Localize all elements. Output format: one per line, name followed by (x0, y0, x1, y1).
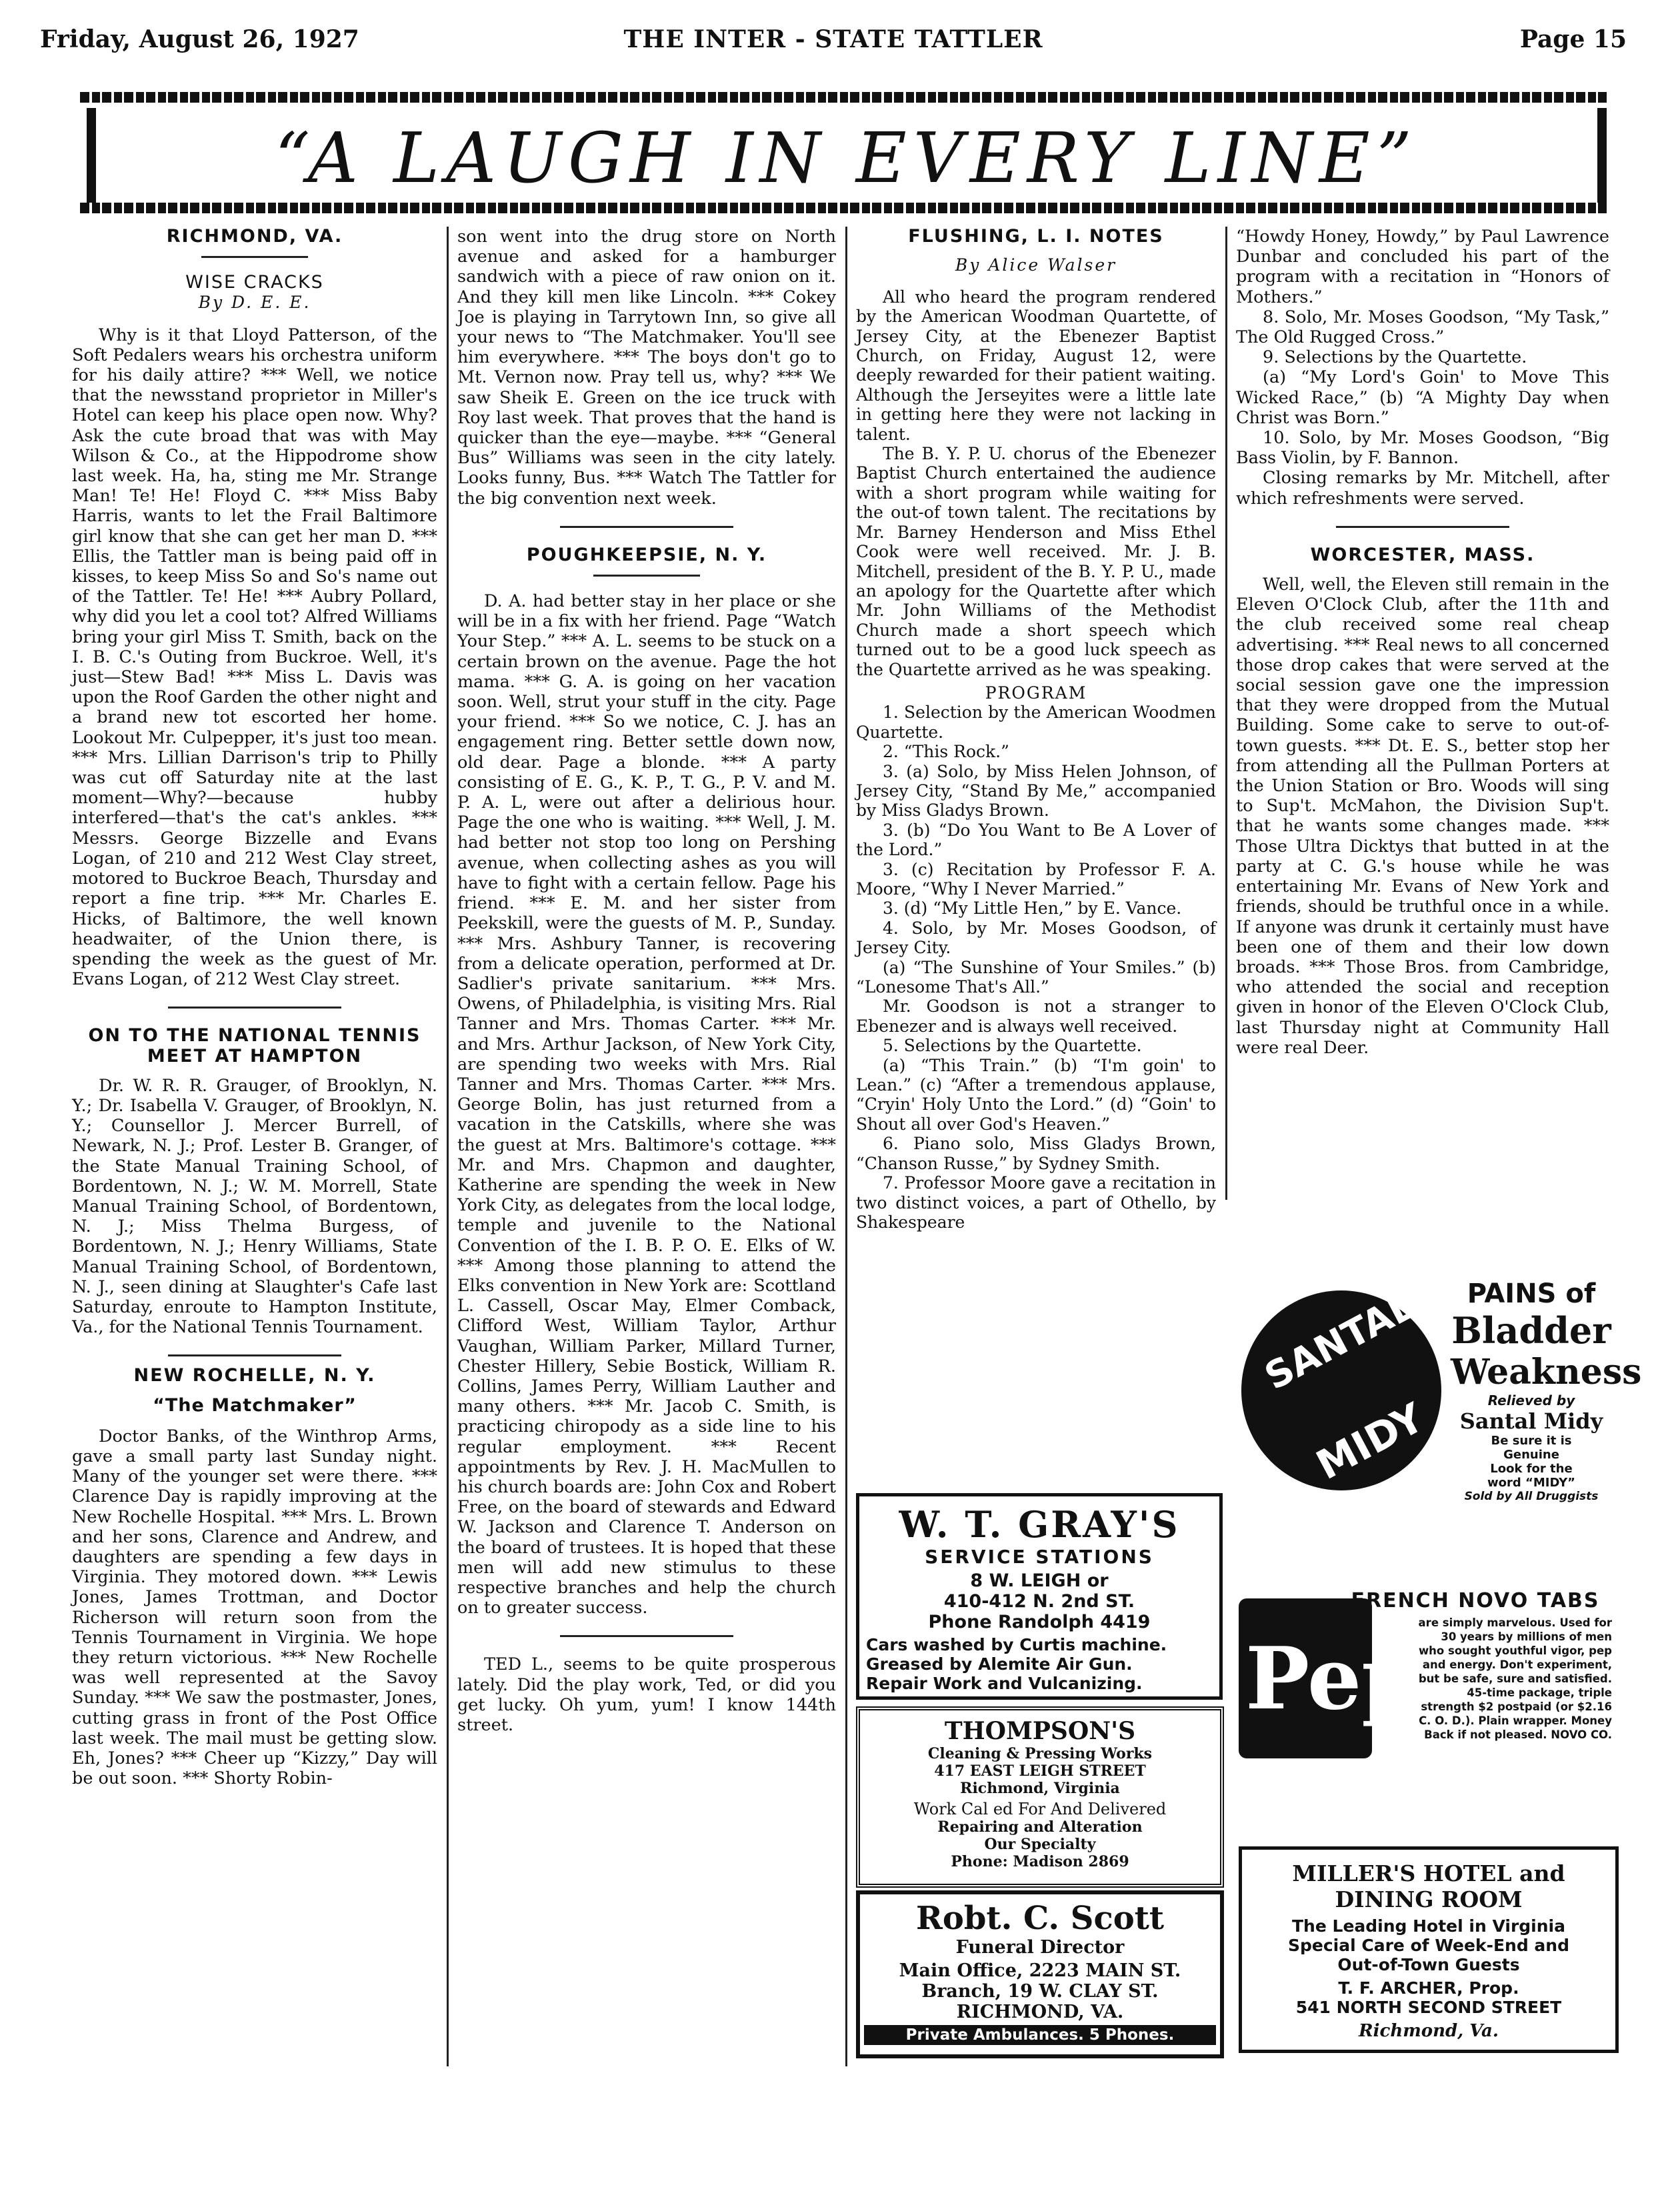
divider (560, 526, 733, 528)
program-item: 9. Selections by the Quartette. (1263, 347, 1527, 368)
program-item: Closing remarks by Mr. Mitchell, after which refreshments were served. (1236, 468, 1609, 509)
ad-line: 410-412 N. 2nd ST. (943, 1591, 1135, 1612)
column-3 (856, 227, 1216, 1232)
section-heading: RICHMOND, VA. (166, 226, 343, 247)
page-number: Page 15 (1519, 25, 1627, 53)
divider (593, 575, 700, 577)
program-item: 2. “This Rock.” (883, 742, 1009, 762)
section-heading: WORCESTER, MASS. (1310, 544, 1535, 565)
program-item: 4. Solo, by Mr. Moses Goodson, of Jersey City. (856, 918, 1216, 958)
banner-title: “A LAUGH IN EVERY LINE” (275, 117, 1419, 199)
program-heading: PROGRAM (985, 683, 1087, 703)
article-text: Dr. W. R. R. Grauger, of Brooklyn, N. Y.; Dr. Isabella V. Grauger, of Brooklyn, N. Y.; Counsellor J. Mercer Burrell, of Newark, N. J.; Prof. Lester B. Granger, of the State Manual Training School, of Bordentown, N. J.; W. M. Morrell, State Manual Training School, of Bordentown, N. J.; Miss Thelma Burgess, of Bordentown, N. J.; Henry Williams, State Manual Training School, of Bordentown, N. J., seen dining at Slaughter's Cafe last Saturday, enroute to Hampton Institute, Va., for the National Tennis Tournament. (72, 1075, 437, 1338)
ad-line: Look for the word “MIDY” (1487, 1462, 1575, 1490)
byline: By Alice Walser (955, 255, 1117, 275)
program-item: “Howdy Honey, Howdy,” by Paul Lawrence Dunbar and concluded his part of the program with a recitation in “Honors of Mothers.” (1236, 227, 1609, 307)
ad-thompsons (856, 1706, 1224, 1888)
section-heading: NEW ROCHELLE, N. Y. (133, 1365, 376, 1386)
midy-seal-text: SANTAL (1257, 1284, 1422, 1399)
masthead (40, 19, 1627, 59)
ad-line: Be sure it is Genuine (1491, 1434, 1572, 1462)
ad-santal-midy (1239, 1264, 1642, 1557)
column-rule (845, 227, 847, 2066)
program-item: 3. (c) Recitation by Professor F. A. Moore, “Why I Never Married.” (856, 859, 1216, 899)
column-title: WISE CRACKS (185, 272, 324, 293)
ad-line: 417 EAST LEIGH STREET (934, 1762, 1146, 1780)
column-rule (1225, 227, 1227, 1200)
paper-title: THE INTER - STATE TATTLER (623, 25, 1043, 53)
article-text: D. A. had better stay in her place or she will be in a fix with her friend. Page “Watch Your Step.” *** A. L. seems to be stuck on a certain brown on the avenue. Page the hot mama. *** G. A. is going on her vacation soon. Well, strut your stuff in the city. Page your friend. *** So we notice, C. J. has an engagement ring. Better settle down now, old dear. Page a blonde. *** A party consisting of E. G., K. P., T. G., P. V. and M. P. A. L, were out after a delirious hour. Page the one who is waiting. *** Well, J. M. had better not stop too long on Pershing avenue, when collecting ashes as you will have to fight with a certain fellow. Page his friend. *** E. M. and her sister from Peekskill, were the guests of M. P., Sunday. *** Mrs. Ashbury Tanner, is recovering from a delicate operation, performed at Dr. Sadlier's private sanitarium. *** Mrs. Owens, of Philadelphia, is visiting Mrs. Rial Tanner and Mrs. Thomas Carter. *** Mr. and Mrs. Arthur Jackson, of New York City, are spending two weeks with Mrs. Rial Tanner and Mrs. Thomas Carter. *** Mrs. George Bolin, has just returned from a vacation in the Catskills, where she was the guest at Mrs. Baltimore's cottage. *** Mr. and Mrs. Chapmon and daughter, Katherine are spending the week in New York City, as delegates from the local lodge, temple and juvenile to the National Convention of the I. B. P. O. E. Elks of W. *** Among those planning to attend the Elks convention in New York are: Scottland L. Cassell, Oscar May, Elmer Comback, Clifford West, William Taylor, Arthur Vaughan, William Parker, Millard Turner, Chester Hillery, Sebie Bostick, William R. Collins, James Perry, William Lauther and many others. *** Mr. Jacob C. Smith, is practicing chiropody as a side line to his regular employment. *** Recent appointments by Rev. J. H. MacMullen to his church boards are: John Cox and Robert Free, on the board of stewards and Edward W. Jackson and Clarence T. Anderson on the board of trustees. It is hoped that these men will add new stimulus to these respective branches and help the church on to greater success. (457, 591, 836, 1618)
ad-title: DINING ROOM (1335, 1886, 1523, 1912)
pep-logo: Pep! (1245, 1629, 1459, 1729)
column-title: “The Matchmaker” (153, 1394, 357, 1416)
ad-line: Our Specialty (984, 1836, 1096, 1853)
ad-line: Richmond, Va. (1359, 2021, 1499, 2041)
ad-line: Weakness (1451, 1352, 1642, 1392)
ad-title: FRENCH NOVO TABS (1351, 1589, 1600, 1612)
article-text: TED L., seems to be quite prosperous lately. Did the play work, Ted, or did you get lucky. Oh yum, yum! I know 144th street. (457, 1654, 836, 1736)
column-rule (447, 227, 449, 2066)
column-4 (1236, 227, 1609, 1058)
ad-line: Private Ambulances. 5 Phones. (864, 2025, 1216, 2045)
ad-line: Phone Randolph 4419 (928, 1612, 1151, 1632)
ad-millers-hotel (1239, 1846, 1619, 2053)
ad-title: THOMPSON'S (944, 1717, 1136, 1745)
ad-line: Branch, 19 W. CLAY ST. (921, 1981, 1159, 2002)
article-text: son went into the drug store on North avenue and asked for a hamburger sandwich with a piece of raw onion on it. And they kill men like Lincoln. *** Cokey Joe is playing in Tarrytown Inn, so give all your news to “The Matchmaker. You'll see him everywhere. *** The boys don't go to Mt. Vernon now. Pray tell us, why? *** We saw Sheik E. Green on the ice truck with Roy last week. That proves that the hand is quicker than the eye—maybe. *** “General Bus” Williams was seen in the city lately. Looks funny, Bus. *** Watch The Tattler for the big convention next week. (457, 227, 836, 509)
ad-french-novo-tabs (1239, 1589, 1612, 1762)
program-item: 3. (a) Solo, by Miss Helen Johnson, of Jersey City, “Stand By Me,” accompanied by Miss Gladys Brown. (856, 761, 1216, 821)
article-text: Doctor Banks, of the Winthrop Arms, gave a small party last Sunday night. Many of the younger set were there. *** Clarence Day is rapidly improving at the New Rochelle Hospital. *** Mrs. L. Brown and her sons, Clarence and Andrew, and daughters are spending a few days in Virginia. They motored down. *** Lewis Jones, James Trottman, and Doctor Richerson will return soon from the Tennis Tournament in Virginia. We hope they return victorious. *** New Rochelle was well represented at the Savoy Sunday. *** We saw the postmaster, Jones, cutting grass in front of the Post Office last week. The mail must be getting slow. Eh, Jones? *** Cheer up “Kizzy,” Day will be out soon. *** Shorty Robin- (72, 1426, 437, 1789)
ad-line: RICHMOND, VA. (956, 2002, 1124, 2022)
divider (168, 1354, 341, 1356)
divider (201, 256, 308, 258)
section-heading: POUGHKEEPSIE, N. Y. (526, 544, 767, 565)
program-item: 10. Solo, by Mr. Moses Goodson, “Big Bass Violin, by F. Bannon. (1236, 428, 1609, 469)
ad-line: Repairing and Alteration (937, 1818, 1143, 1836)
ad-title: W. T. GRAY'S (899, 1503, 1180, 1546)
article-text: Why is it that Lloyd Patterson, of the Soft Pedalers wears his orchestra uniform for his daily attire? *** Well, we notice that the newsstand proprietor in Miller's Hotel can keep his place open now. Why? Ask the cute broad that was with May Wilson & Co., at the Hippodrome show last week. Ha, ha, sting me Mr. Strange Man! Te! He! Floyd C. *** Miss Baby Harris, wants to let the Frail Baltimore girl know that she can get her man D. *** Ellis, the Tattler man is being paid off in kisses, to keep Miss So and So's name out of the Tattler. Te! He! *** Aubry Pollard, why did you let a cool tot? Alfred Williams bring your girl Miss T. Smith, back on the I. B. C.'s Outing from Buckroe. Well, it's just—Stew Bad! *** Miss L. Davis was upon the Roof Garden the other night and a brand new tot escorted her home. Lookout Mr. Culpepper, it's just too mean. *** Mrs. Lillian Darrison's trip to Philly was cut off Saturday nite at the last moment—Why?—because hubby interfered—that's the cat's ankles. *** Messrs. George Bizzelle and Evans Logan, of 210 and 212 West Clay street, motored to Buckroe Beach, Thursday and report a fine trip. *** Mr. Charles E. Hicks, of Baltimore, the well known headwaiter, of the Union there, is spending the week as the guest of Mr. Evans Logan, of 212 West Clay street. (72, 325, 437, 990)
program-item: (a) “This Train.” (b) “I'm goin' to Lean.” (c) “After a tremendous applause, “Cryin' Holy Unto the Lord.” (d) “Goin' to Shout all over God's Heaven.” (856, 1055, 1216, 1134)
section-heading: FLUSHING, L. I. NOTES (908, 226, 1164, 247)
ornamental-rule-top (80, 92, 1607, 103)
midy-seal-text: MIDY (1309, 1394, 1432, 1490)
ad-title: Robt. C. Scott (915, 1900, 1165, 1937)
program-item: 3. (b) “Do You Want to Be A Lover of the Lord.” (856, 820, 1216, 860)
byline: By D. E. E. (198, 293, 311, 313)
ad-line: are simply marvelous. Used for 30 years by millions of men who sought youthful vigor, pep and energy. Don't experiment, but be safe, sure and satisfied. 45-time package, triple strength $2 postpaid (or $2.16 C. O. D.). Plain wrapper. Money Back if not pleased. NOVO CO. (1418, 1616, 1612, 1741)
ad-line: SERVICE STATIONS (925, 1546, 1154, 1568)
ad-line: T. F. ARCHER, Prop. (1338, 1978, 1519, 1998)
ad-line: The Leading Hotel in Virginia (1292, 1916, 1565, 1936)
ad-line: Work Cal ed For And Delivered (913, 1800, 1167, 1818)
program-item: 6. Piano solo, Miss Gladys Brown, “Chanson Russe,” by Sydney Smith. (856, 1134, 1216, 1173)
program-item: (a) “My Lord's Goin' to Move This Wicked Race,” (b) “A Mighty Day when Christ was Born.” (1236, 367, 1609, 428)
issue-date: Friday, August 26, 1927 (40, 25, 359, 53)
program-item: 1. Selection by the American Woodmen Quartette. (856, 703, 1216, 742)
ad-line: 8 W. LEIGH or (970, 1570, 1109, 1591)
divider (1336, 526, 1509, 528)
article-text: The B. Y. P. U. chorus of the Ebenezer Baptist Church entertained the audience with a short program while waiting for the out-of town talent. The recitations by Mr. Barney Henderson and Miss Ethel Cook were well received. Mr. J. B. Mitchell, president of the B. Y. P. U., made an apology for the Quartette after which Mr. John Williams of the Methodist Church made a short speech which turned out to be a good luck speech as the Quartette arrived as he was speaking. (856, 444, 1216, 679)
ad-line: 541 NORTH SECOND STREET (1295, 1998, 1562, 2017)
ad-line: Cleaning & Pressing Works (927, 1745, 1153, 1762)
ad-gray-service-stations (856, 1493, 1223, 1700)
ad-title: MILLER'S HOTEL and (1292, 1860, 1565, 1886)
program-item: 5. Selections by the Quartette. (883, 1036, 1142, 1056)
program-item: 8. Solo, Mr. Moses Goodson, “My Task,” The Old Rugged Cross.” (1236, 307, 1609, 348)
ad-line: Phone: Madison 2869 (951, 1853, 1129, 1870)
ad-robt-c-scott (856, 1890, 1224, 2058)
ad-line: Sold by All Druggists (1464, 1490, 1599, 1503)
ad-line: Richmond, Virginia (960, 1780, 1120, 1797)
ad-line: Repair Work and Vulcanizing. (866, 1674, 1143, 1693)
article-text: Well, well, the Eleven still remain in the Eleven O'Clock Club, after the 11th and the club received some real cheap advertising. *** Real news to all concerned those drop cakes that were served at the social session gave one the impression that they were dropped from the Mutual Building. Some cake to serve to out-of-town guests. *** Dt. E. S., better stop her from attending all the Pullman Porters at the Union Station or Bro. Woods will sing to Sup't. McMahon, the Division Sup't. that he wants some changes made. *** Those Ultra Dicktys that butted in at the party at C. G.'s house while he was entertaining Mr. Evans of New York and friends, should be truthful once in a while. If anyone was drunk it certainly must have been one of them and their low down broads. *** Those Bros. from Cambridge, who attended the social and reception given in honor of the Eleven O'Clock Club, last Thursday night at Community Hall were real Deer. (1236, 575, 1609, 1058)
ad-line: Special Care of Week-End and (1288, 1936, 1569, 1955)
ad-line: Santal Midy (1459, 1408, 1603, 1434)
banner (87, 108, 1607, 208)
program-item: Mr. Goodson is not a stranger to Ebenezer and is always well received. (856, 997, 1216, 1036)
ad-line: PAINS of (1467, 1278, 1596, 1309)
midy-copy (1451, 1278, 1642, 1503)
program-item: 3. (d) “My Little Hen,” by E. Vance. (883, 899, 1182, 919)
ornamental-rule-bottom (80, 203, 1607, 213)
ad-line: Bladder (1451, 1309, 1611, 1352)
column-2 (457, 227, 836, 1735)
article-text: All who heard the program rendered by the American Woodman Quartette, of Jersey City, at the Ebenezer Baptist Church, on Friday, August 12, were deeply rewarded for their patient waiting. Although the Jerseyites were a little late in getting here they were not lacking in talent. (856, 287, 1216, 444)
program-item: (a) “The Sunshine of Your Smiles.” (b) “Lonesome That's All.” (856, 957, 1216, 997)
divider (560, 1635, 733, 1637)
column-1 (72, 227, 437, 1788)
divider (168, 1007, 341, 1009)
ad-line: Out-of-Town Guests (1337, 1955, 1520, 1974)
ad-line: Cars washed by Curtis machine. (866, 1635, 1167, 1654)
ad-line: Relieved by (1487, 1392, 1575, 1408)
ad-line: Greased by Alemite Air Gun. (866, 1654, 1133, 1674)
section-heading: ON TO THE NATIONAL TENNIS MEET AT HAMPTON (88, 1025, 421, 1067)
ad-line: Main Office, 2223 MAIN ST. (899, 1960, 1181, 1981)
ad-line: Funeral Director (955, 1937, 1125, 1958)
program-item: 7. Professor Moore gave a recitation in two distinct voices, a part of Othello, by Shakespeare (856, 1173, 1216, 1232)
